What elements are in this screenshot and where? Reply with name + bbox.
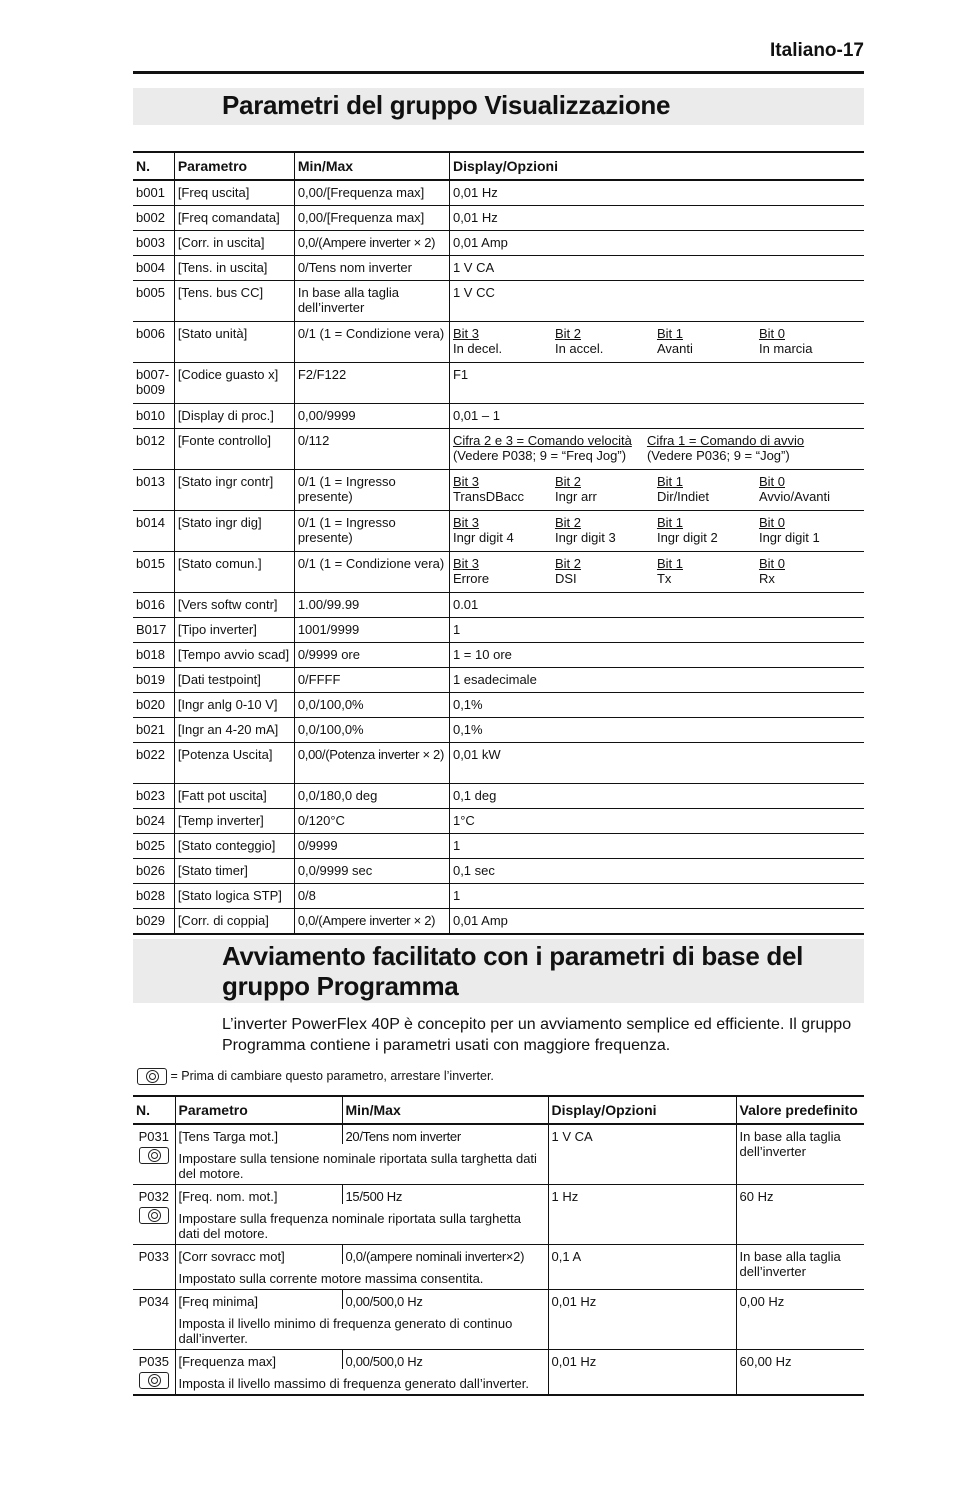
param-display: 0,1% [452,697,483,712]
param-minmax: F2/F122 [294,363,449,404]
param-description: Imposta il livello massimo di frequenza generato dall’inverter. [178,1376,529,1391]
bit-label: Bit 0 [758,474,785,489]
table-row [133,322,864,363]
program-param-group [133,1290,864,1350]
param-display: 0,01 – 1 [452,408,500,423]
bit-item [759,556,861,586]
table-row [133,859,864,884]
param-name: [Freq minima] [178,1294,258,1309]
param-minmax: 0,0/100,0% [294,693,449,718]
bit-list [453,556,861,586]
param-number: b016 [133,593,174,618]
param-name: [Tens. bus CC] [174,281,294,322]
col-header-param: Parametro [178,1101,248,1118]
param-minmax: 0,00/9999 [294,404,449,429]
param-name: [Fonte controllo] [174,429,294,470]
table-row [133,1185,864,1205]
param-number: b025 [133,834,174,859]
param-display [449,322,864,363]
table-row [133,718,864,743]
param-default: In base alla taglia dell’inverter [736,1245,864,1290]
param-name: [Display di proc.] [174,404,294,429]
param-display: 0,01 Amp [452,235,508,250]
param-minmax: 0/1 (1 = Condizione vera) [294,322,449,363]
param-number: b019 [133,668,174,693]
param-minmax: 0/112 [294,429,449,470]
param-name: [Vers softw contr] [174,593,294,618]
param-display: 0,1% [452,722,483,737]
col-header-param: Parametro [174,152,294,180]
param-description: Impostato sulla corrente motore massima consentita. [178,1271,484,1286]
bit-value: Tx [656,571,672,586]
digit-label: Cifra 1 = Comando di avvio [646,433,805,448]
param-display: 0,1 deg [452,788,497,803]
param-minmax: 0,00/(Potenza inverter × 2) [294,743,449,784]
bit-value: Ingr digit 3 [554,530,616,545]
param-display: 1 V CC [452,285,495,300]
table-row [133,909,864,935]
program-param-group [133,1350,864,1396]
param-number: b022 [133,743,174,784]
bit-label: Bit 0 [758,326,785,341]
bit-label: Bit 1 [656,556,683,571]
param-number: b007- b009 [133,363,174,404]
param-name: [Tens. in uscita] [174,256,294,281]
bit-item [453,474,555,504]
program-param-group [133,1245,864,1290]
param-name: [Freq comandata] [174,206,294,231]
param-name: [Fatt pot uscita] [174,784,294,809]
param-minmax: 1.00/99.99 [294,593,449,618]
param-number: b001 [133,180,174,206]
param-display: 1°C [452,813,475,828]
table-row [133,784,864,809]
param-name: [Codice guasto x] [174,363,294,404]
param-minmax: 15/500 Hz [342,1185,548,1205]
param-display: 1 = 10 ore [452,647,512,662]
param-number: B017 [133,618,174,643]
table-row [133,429,864,470]
param-minmax: 0/1 (1 = Condizione vera) [294,552,449,593]
bit-value: In accel. [554,341,604,356]
bit-label: Bit 1 [656,515,683,530]
param-display: 1 [452,888,461,903]
param-display: 1 V CA [452,260,495,275]
bit-list [453,474,861,504]
param-minmax: 0/8 [294,884,449,909]
bit-label: Bit 1 [656,474,683,489]
param-minmax: 0/9999 ore [294,643,449,668]
bit-item [555,515,657,545]
bit-label: Bit 3 [452,515,479,530]
bit-label: Bit 2 [554,326,581,341]
param-minmax: 1001/9999 [294,618,449,643]
table-row [133,206,864,231]
param-display: 1 V CA [548,1124,736,1185]
col-header-display: Display/Opzioni [548,1096,736,1124]
param-name: [Corr. di coppia] [174,909,294,935]
param-number: b012 [133,429,174,470]
bit-item [759,326,861,356]
bit-item [453,326,555,356]
param-default: 60,00 Hz [736,1350,864,1396]
bit-item [657,515,759,545]
param-number: P031 [138,1129,169,1144]
param-number: b005 [133,281,174,322]
table-row [133,1245,864,1265]
param-description: Impostare sulla frequenza nominale riportata sulla targhetta dati del motore. [178,1211,522,1241]
program-parameters-table [133,1095,864,1396]
bit-item [555,326,657,356]
param-display [449,470,864,511]
table-row [133,552,864,593]
param-minmax: 0/FFFF [294,668,449,693]
param-default: 0,00 Hz [736,1290,864,1350]
param-display: F1 [452,367,469,382]
bit-value: Ingr arr [554,489,597,504]
param-number: P035 [138,1354,169,1369]
param-number: b024 [133,809,174,834]
bit-item [453,515,555,545]
param-display: 0,01 Hz [452,185,498,200]
param-name: [Tipo inverter] [174,618,294,643]
bit-item [759,515,861,545]
param-minmax: 0,00/[Frequenza max] [294,180,449,206]
table-row [133,618,864,643]
param-name: [Temp inverter] [174,809,294,834]
param-number: b002 [133,206,174,231]
table-row [133,809,864,834]
param-display: 0.01 [452,597,479,612]
col-header-display: Display/Opzioni [452,157,558,174]
top-rule [133,71,864,74]
param-name: [Corr. in uscita] [174,231,294,256]
bit-value: Avvio/Avanti [758,489,831,504]
table-row [133,1290,864,1310]
digit-value: (Vedere P038; 9 = “Freq Jog”) [452,448,627,463]
bit-label: Bit 2 [554,515,581,530]
param-description: Impostare sulla tensione nominale riportata sulla targhetta dati del motore. [178,1151,537,1181]
table-row [133,643,864,668]
param-display [449,429,864,470]
param-minmax: 0/9999 [294,834,449,859]
param-number: b003 [133,231,174,256]
param-number: b006 [133,322,174,363]
bit-value: DSI [554,571,577,586]
bit-item [657,556,759,586]
stop-drive-icon [139,1372,169,1389]
param-number: b028 [133,884,174,909]
param-minmax: 0,00/500,0 Hz [342,1350,548,1370]
param-number-cell [133,1124,175,1185]
stop-legend-text: = Prima di cambiare questo parametro, arrestare l’inverter. [170,1068,494,1083]
param-display: 1 [452,622,461,637]
program-param-group [133,1185,864,1245]
bit-value: Ingr digit 1 [758,530,820,545]
param-display: 0,1 A [548,1245,736,1290]
table-row [133,256,864,281]
bit-item [657,326,759,356]
param-display: 0,01 Hz [452,210,498,225]
bit-list [453,515,861,545]
param-display: 1 esadecimale [452,672,537,687]
bit-value: Avanti [656,341,693,356]
table-row [133,884,864,909]
bit-value: In marcia [758,341,813,356]
param-number: P032 [138,1189,169,1204]
bit-item [555,556,657,586]
param-number-cell [133,1350,175,1396]
param-minmax: 0,0/(ampere nominali inverter×2) [342,1245,548,1265]
bit-label: Bit 2 [554,474,581,489]
table-row [133,1124,864,1144]
page-number: Italiano-17 [770,40,864,61]
display-parameters-table [133,151,864,935]
param-display: 0,01 kW [452,747,501,762]
param-minmax: 0,00/500,0 Hz [342,1290,548,1310]
param-default: 60 Hz [736,1185,864,1245]
param-description: Imposta il livello minimo di frequenza generato di continuo dall’inverter. [178,1316,513,1346]
param-number: b014 [133,511,174,552]
param-display: 0,01 Hz [548,1290,736,1350]
table-row [133,363,864,404]
bit-item [453,556,555,586]
param-number-cell [133,1290,175,1350]
table-row [133,593,864,618]
param-name: [Frequenza max] [178,1354,277,1369]
param-name: [Tens Targa mot.] [178,1129,278,1144]
section-title-display: Parametri del gruppo Visualizzazione [222,90,671,120]
table-row [133,693,864,718]
bit-value: Errore [452,571,490,586]
param-name: [Stato comun.] [174,552,294,593]
stop-drive-icon [139,1207,169,1224]
param-number: P034 [138,1294,169,1309]
bit-label: Bit 0 [758,515,785,530]
param-minmax: 0,0/(Ampere inverter × 2) [294,909,449,935]
bit-item [657,474,759,504]
param-number: b020 [133,693,174,718]
param-number: b023 [133,784,174,809]
table-row [133,404,864,429]
table-header-row [133,1096,864,1124]
bit-item [759,474,861,504]
param-number: b029 [133,909,174,935]
param-default: In base alla taglia dell’inverter [736,1124,864,1185]
bit-list [453,326,861,356]
table-row [133,1350,864,1370]
param-number: b013 [133,470,174,511]
col-header-num: N. [133,152,174,180]
program-param-group [133,1124,864,1185]
digit-item [647,433,841,463]
bit-item [555,474,657,504]
stop-legend [137,1068,494,1085]
param-number: b015 [133,552,174,593]
param-number: P033 [138,1249,169,1264]
table-row [133,834,864,859]
bit-value: Ingr digit 2 [656,530,718,545]
section-title-program: Avviamento facilitato con i parametri di base del gruppo Programma [222,941,804,1001]
param-minmax: 0/1 (1 = Ingresso presente) [294,511,449,552]
param-display: 0,1 sec [452,863,495,878]
param-number-cell [133,1245,175,1290]
bit-value: Rx [758,571,775,586]
table-header-row [133,152,864,180]
col-header-minmax: Min/Max [342,1096,548,1124]
param-name: [Ingr an 4-20 mA] [174,718,294,743]
stop-drive-icon [137,1068,167,1085]
param-name: [Dati testpoint] [174,668,294,693]
table-row [133,511,864,552]
bit-label: Bit 3 [452,556,479,571]
param-minmax: 0,00/[Frequenza max] [294,206,449,231]
param-name: [Freq uscita] [174,180,294,206]
bit-label: Bit 1 [656,326,683,341]
param-number: b004 [133,256,174,281]
param-name: [Tempo avvio scad] [174,643,294,668]
bit-value: Ingr digit 4 [452,530,514,545]
bit-value: Dir/Indiet [656,489,709,504]
param-display: 0,01 Amp [452,913,508,928]
digit-list [453,433,861,463]
param-name: [Stato ingr dig] [174,511,294,552]
param-name: [Potenza Uscita] [174,743,294,784]
param-minmax: 0,0/9999 sec [294,859,449,884]
table-row [133,180,864,206]
bit-label: Bit 2 [554,556,581,571]
bit-value: In decel. [452,341,503,356]
table-row [133,281,864,322]
param-name: [Stato logica STP] [174,884,294,909]
table-row [133,668,864,693]
param-minmax: 0/Tens nom inverter [294,256,449,281]
bit-label: Bit 0 [758,556,785,571]
bit-label: Bit 3 [452,474,479,489]
param-name: [Stato ingr contr] [174,470,294,511]
stop-drive-icon [139,1147,169,1164]
param-display: 0,01 Hz [548,1350,736,1396]
param-display: 1 Hz [548,1185,736,1245]
digit-value: (Vedere P036; 9 = “Jog”) [646,448,790,463]
param-number: b018 [133,643,174,668]
param-minmax: 0/120°C [294,809,449,834]
param-name: [Stato conteggio] [174,834,294,859]
param-minmax: 20/Tens nom inverter [342,1124,548,1144]
param-number: b026 [133,859,174,884]
param-name: [Ingr anlg 0-10 V] [174,693,294,718]
param-number: b021 [133,718,174,743]
col-header-default: Valore predefinito [736,1096,864,1124]
param-name: [Stato unità] [174,322,294,363]
param-name: [Stato timer] [174,859,294,884]
bit-label: Bit 3 [452,326,479,341]
col-header-num: N. [133,1096,175,1124]
param-display: 1 [452,838,461,853]
table-row [133,231,864,256]
param-name: [Corr sovracc mot] [178,1249,285,1264]
param-name: [Freq. nom. mot.] [178,1189,278,1204]
param-display [449,511,864,552]
intro-paragraph: L’inverter PowerFlex 40P è concepito per un avviamento semplice ed efficiente. Il gruppo Programma contiene i parametri usati con maggiore frequenza. [222,1016,852,1054]
digit-label: Cifra 2 e 3 = Comando velocità [452,433,632,448]
param-number: b010 [133,404,174,429]
bit-value: TransDBacc [452,489,525,504]
table-row [133,743,864,784]
param-minmax: 0,0/180,0 deg [294,784,449,809]
param-number-cell [133,1185,175,1245]
table-row [133,470,864,511]
col-header-minmax: Min/Max [294,152,449,180]
param-minmax: 0,0/(Ampere inverter × 2) [294,231,449,256]
param-minmax: 0/1 (1 = Ingresso presente) [294,470,449,511]
param-minmax: In base alla taglia dell’inverter [294,281,449,322]
digit-item [453,433,647,463]
param-minmax: 0,0/100,0% [294,718,449,743]
param-display [449,552,864,593]
